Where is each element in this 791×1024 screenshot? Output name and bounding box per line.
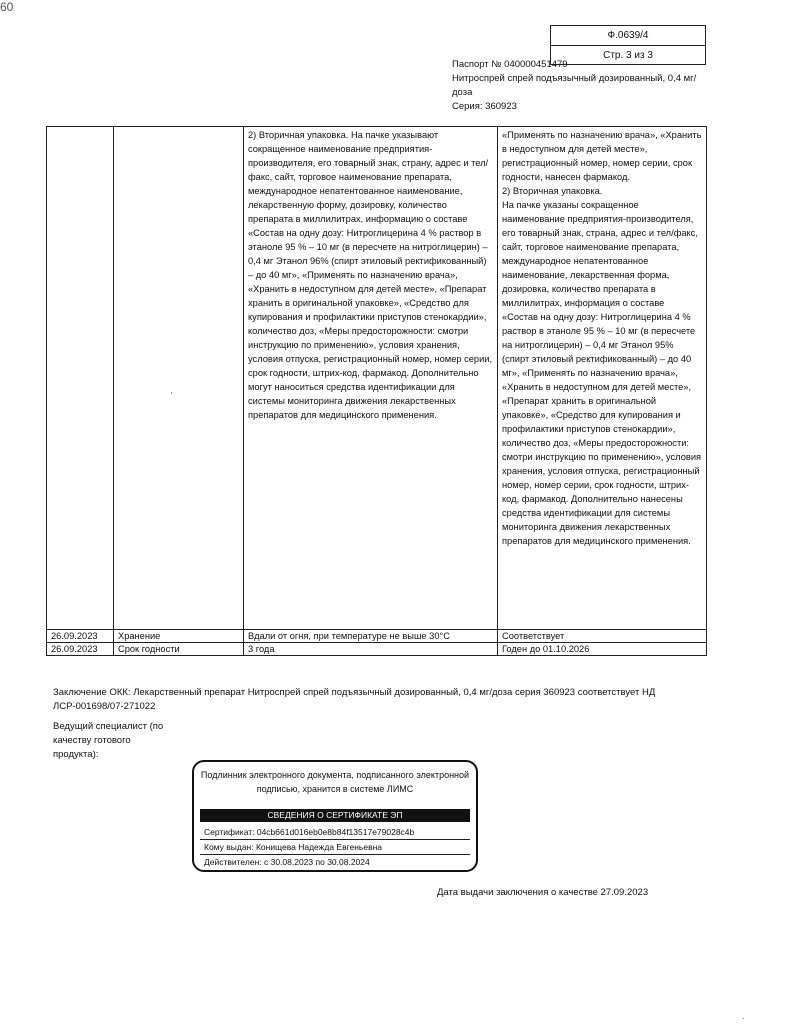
specialist-label: Ведущий специалист (по качеству готового продукта): (53, 721, 164, 760)
corner-scan-mark: 60 (0, 0, 14, 14)
table-row (47, 127, 707, 630)
scan-dot-mark: · (742, 1014, 745, 1023)
cell-date (47, 127, 114, 630)
passport-product: Нитроспрей спрей подъязычный дозированный, 0,4 мг/доза (452, 73, 697, 98)
table-row (47, 630, 707, 643)
stamp-divider (200, 854, 470, 855)
stamp-certificate: Сертификат: 04cb661d016eb0e8b84f13517e79028c4b (204, 827, 415, 837)
stamp-valid: Действителен: с 30.08.2023 по 30.08.2024 (204, 857, 370, 867)
cell-requirement: 2) Вторичная упаковка. На пачке указывают сокращенное наименование предприятия-производителя, его товарный знак, страну, адрес и тел/факс, сайт, торговое наименование препарата, международное непатентованное наименование, лекарственную форму, дозировку, количество препарата в миллилитрах, информацию о составе «Состав на одну дозу: Нитроглицерина 4 % раствор в этаноле 95 % – 10 мг (в пересчете на нитроглицерин) – 0,4 мг Этанол 96% (спирт этиловый ректификованный) – до 40 мг», «Применять по назначению врача», «Хранить в недоступном для детей месте», «Препарат хранить в оригинальной упаковке», «Средство для купирования и профилактики приступов стенокардии», количество доз, «Меры предосторожности: смотри инструкцию по применению», условия хранения, условия отпуска, регистрационный номер, номер серии, срок годности, штрих-код, фармакод. Дополнительно могут наноситься средства идентификации для системы мониторинга движения лекарственных препаратов для медицинского применения. (244, 127, 498, 630)
e-signature-stamp (192, 760, 478, 872)
qc-conclusion: Заключение ОКК: Лекарственный препарат Нитроспрей спрей подъязычный дозированный, 0,4 мг/доза серия 360923 соответствует НД ЛСР-001698/07-271022 (53, 687, 656, 712)
stamp-caption: Подлинник электронного документа, подписанного электронной подписью, хранится в системе ЛИМС (200, 770, 470, 794)
passport-number: Паспорт № 040000451479 (452, 59, 568, 70)
issue-date: Дата выдачи заключения о качестве 27.09.2023 (437, 887, 649, 898)
cell-requirement: Вдали от огня, при температуре не выше 30°С (244, 630, 498, 643)
cell-indicator: Срок годности (114, 643, 244, 656)
table-row (47, 643, 707, 656)
cell-result: «Применять по назначению врача», «Хранить в недоступном для детей месте», регистрационный номер, номер серии, срок годности, нанесен фармакод. 2) Вторичная упаковка. На пачке указаны сокращенное наименование предприятия-производителя, его товарный знак, страна, адрес и тел/факс, сайт, торговое наименование препарата, международное непатентованное наименование, лекарственная форма, дозировка, количество препарата в миллилитрах, информация о составе «Состав на одну дозу: Нитроглицерина 4 % раствор в этаноле 95 % – 10 мг (в пересчете на нитроглицерин) – 0,4 мг Этанол 95% (спирт этиловый ректификованный) – до 40 мг», «Применять по назначению врача», «Хранить в недоступном для детей месте», «Препарат хранить в оригинальной упаковке», «Средство для купирования и профилактики приступов стенокардии», количество доз, «Меры предосторожности: смотри инструкцию по применению», условия хранения, условия отпуска, регистрационный номер, номер серии, срок годности, штрих-код, фармакод. Дополнительно нанесены средства идентификации для системы мониторинга движения лекарственных препаратов для медицинского применения. (498, 127, 707, 630)
cell-date: 26.09.2023 (47, 630, 114, 643)
stamp-issued-to: Кому выдан: Конищева Надежда Евгеньевна (204, 842, 383, 852)
cell-indicator (114, 127, 244, 630)
stamp-divider (200, 839, 470, 840)
page-number: Стр. 3 из 3 (551, 45, 705, 64)
quality-table (46, 126, 707, 656)
cell-result: Соответствует (498, 630, 707, 643)
passport-series: Серия: 360923 (452, 101, 517, 112)
form-code: Ф.0639/4 (607, 30, 649, 41)
margin-mark: ' (171, 391, 173, 400)
cell-date: 26.09.2023 (47, 643, 114, 656)
cell-indicator: Хранение (114, 630, 244, 643)
passport-block (452, 58, 702, 114)
stamp-certificate-header: СВЕДЕНИЯ О СЕРТИФИКАТЕ ЭП (200, 809, 470, 822)
cell-requirement: 3 года (244, 643, 498, 656)
cell-result: Годен до 01.10.2026 (498, 643, 707, 656)
